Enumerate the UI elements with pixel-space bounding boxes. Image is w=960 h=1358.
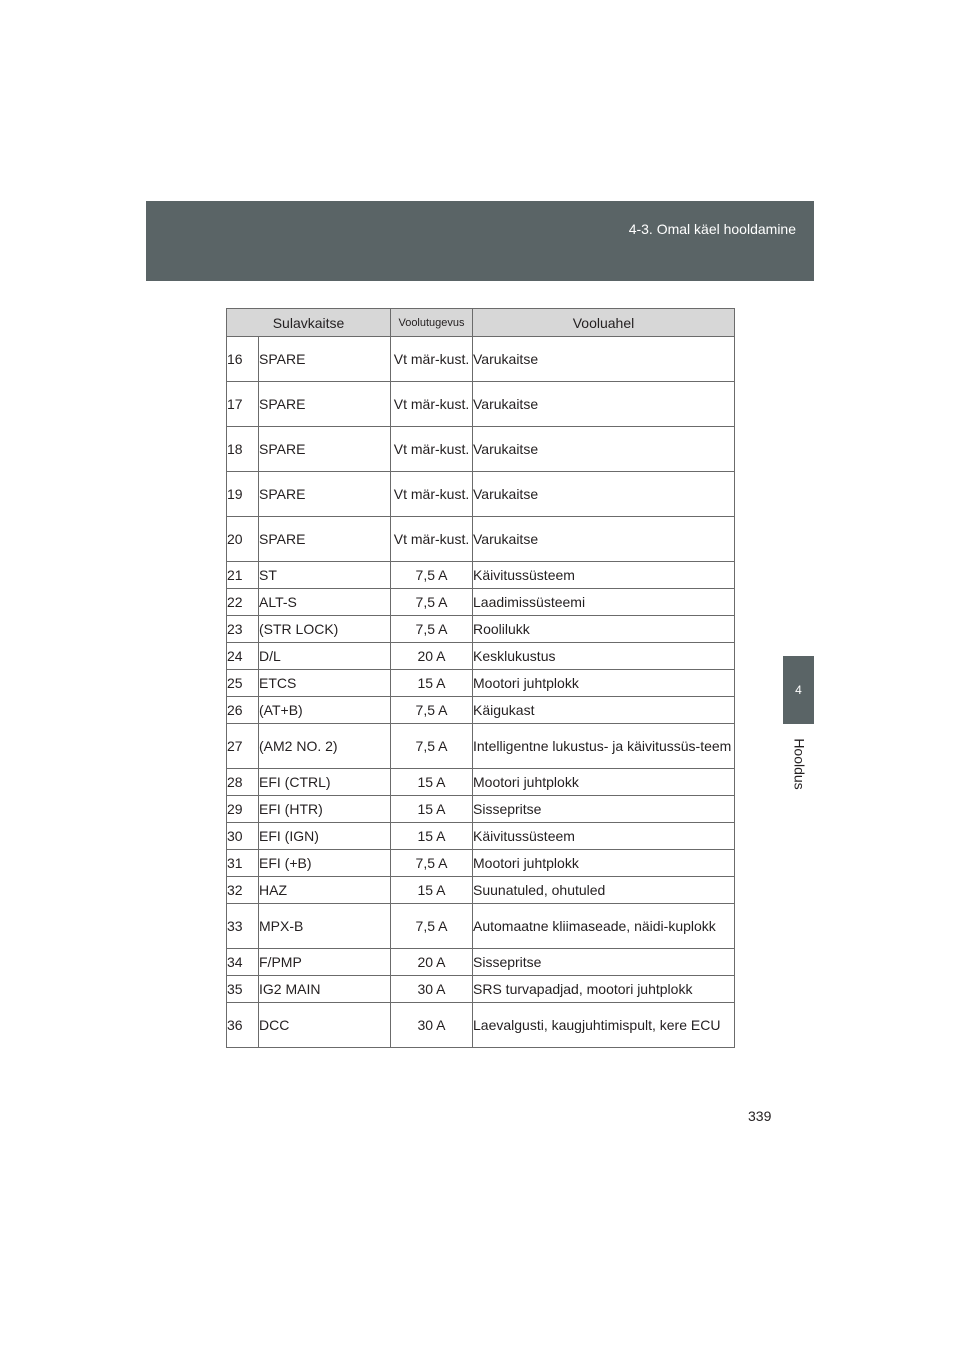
table-row xyxy=(227,337,735,382)
table-row xyxy=(227,589,735,616)
fuse-circuit: Varukaitse xyxy=(473,382,735,427)
table-row xyxy=(227,616,735,643)
chapter-tab xyxy=(783,656,814,724)
fuse-amperage: 7,5 A xyxy=(391,904,473,949)
fuse-number: 20 xyxy=(227,517,259,562)
fuse-amperage: 7,5 A xyxy=(391,724,473,769)
fuse-amperage: 15 A xyxy=(391,877,473,904)
section-header-band xyxy=(146,201,814,281)
table-row xyxy=(227,427,735,472)
fuse-name: SPARE xyxy=(259,517,391,562)
table-row xyxy=(227,697,735,724)
fuse-name: SPARE xyxy=(259,472,391,517)
fuse-number: 18 xyxy=(227,427,259,472)
fuse-circuit: Käivitussüsteem xyxy=(473,823,735,850)
fuse-number: 32 xyxy=(227,877,259,904)
fuse-amperage: 20 A xyxy=(391,949,473,976)
fuse-amperage: 7,5 A xyxy=(391,562,473,589)
fuse-number: 21 xyxy=(227,562,259,589)
fuse-amperage: 15 A xyxy=(391,796,473,823)
fuse-name: (AM2 NO. 2) xyxy=(259,724,391,769)
table-row xyxy=(227,643,735,670)
fuse-name: HAZ xyxy=(259,877,391,904)
table-row xyxy=(227,904,735,949)
table-row xyxy=(227,949,735,976)
fuse-name: SPARE xyxy=(259,427,391,472)
column-header-fuse: Sulavkaitse xyxy=(227,309,391,337)
table-row xyxy=(227,796,735,823)
chapter-number: 4 xyxy=(795,683,802,697)
fuse-table xyxy=(226,308,735,1048)
fuse-amperage: Vt mär-kust. xyxy=(391,427,473,472)
fuse-name: EFI (CTRL) xyxy=(259,769,391,796)
column-header-amperage: Voolutugevus xyxy=(391,309,473,337)
fuse-number: 30 xyxy=(227,823,259,850)
fuse-circuit: Mootori juhtplokk xyxy=(473,670,735,697)
fuse-circuit: Suunatuled, ohutuled xyxy=(473,877,735,904)
fuse-number: 23 xyxy=(227,616,259,643)
fuse-circuit: SRS turvapadjad, mootori juhtplokk xyxy=(473,976,735,1003)
fuse-circuit: Sissepritse xyxy=(473,949,735,976)
table-row xyxy=(227,670,735,697)
fuse-circuit: Mootori juhtplokk xyxy=(473,850,735,877)
table-row xyxy=(227,472,735,517)
fuse-number: 17 xyxy=(227,382,259,427)
fuse-number: 31 xyxy=(227,850,259,877)
table-row xyxy=(227,382,735,427)
fuse-number: 28 xyxy=(227,769,259,796)
fuse-circuit: Laevalgusti, kaugjuhtimispult, kere ECU xyxy=(473,1003,735,1048)
table-row xyxy=(227,823,735,850)
fuse-name: ALT-S xyxy=(259,589,391,616)
fuse-amperage: Vt mär-kust. xyxy=(391,517,473,562)
fuse-amperage: 20 A xyxy=(391,643,473,670)
fuse-amperage: 7,5 A xyxy=(391,697,473,724)
fuse-amperage: 30 A xyxy=(391,1003,473,1048)
table-row xyxy=(227,976,735,1003)
fuse-circuit: Mootori juhtplokk xyxy=(473,769,735,796)
fuse-amperage: 15 A xyxy=(391,670,473,697)
fuse-number: 25 xyxy=(227,670,259,697)
table-row xyxy=(227,769,735,796)
fuse-circuit: Käigukast xyxy=(473,697,735,724)
fuse-name: EFI (IGN) xyxy=(259,823,391,850)
fuse-number: 24 xyxy=(227,643,259,670)
fuse-circuit: Sissepritse xyxy=(473,796,735,823)
fuse-number: 34 xyxy=(227,949,259,976)
fuse-amperage: 7,5 A xyxy=(391,616,473,643)
fuse-amperage: 30 A xyxy=(391,976,473,1003)
fuse-circuit: Intelligentne lukustus- ja käivitussüs-teem xyxy=(473,724,735,769)
table-row xyxy=(227,850,735,877)
chapter-label: Hooldus xyxy=(792,738,808,790)
fuse-number: 19 xyxy=(227,472,259,517)
fuse-amperage: Vt mär-kust. xyxy=(391,382,473,427)
chapter-label-box xyxy=(760,734,840,794)
fuse-amperage: 7,5 A xyxy=(391,589,473,616)
table-header-row xyxy=(227,309,735,337)
fuse-name: EFI (HTR) xyxy=(259,796,391,823)
table-row xyxy=(227,517,735,562)
fuse-amperage: Vt mär-kust. xyxy=(391,472,473,517)
fuse-circuit: Varukaitse xyxy=(473,427,735,472)
fuse-circuit: Varukaitse xyxy=(473,517,735,562)
fuse-amperage: 7,5 A xyxy=(391,850,473,877)
fuse-number: 16 xyxy=(227,337,259,382)
fuse-amperage: 15 A xyxy=(391,823,473,850)
fuse-name: EFI (+B) xyxy=(259,850,391,877)
section-title: 4-3. Omal käel hooldamine xyxy=(628,221,796,237)
fuse-name: SPARE xyxy=(259,382,391,427)
fuse-number: 35 xyxy=(227,976,259,1003)
fuse-name: MPX-B xyxy=(259,904,391,949)
page-number: 339 xyxy=(748,1108,772,1124)
table-row xyxy=(227,877,735,904)
fuse-number: 22 xyxy=(227,589,259,616)
fuse-name: IG2 MAIN xyxy=(259,976,391,1003)
fuse-circuit: Varukaitse xyxy=(473,337,735,382)
fuse-name: (AT+B) xyxy=(259,697,391,724)
fuse-circuit: Varukaitse xyxy=(473,472,735,517)
fuse-number: 33 xyxy=(227,904,259,949)
fuse-amperage: Vt mär-kust. xyxy=(391,337,473,382)
fuse-name: SPARE xyxy=(259,337,391,382)
fuse-circuit: Käivitussüsteem xyxy=(473,562,735,589)
fuse-name: (STR LOCK) xyxy=(259,616,391,643)
fuse-name: F/PMP xyxy=(259,949,391,976)
fuse-amperage: 15 A xyxy=(391,769,473,796)
fuse-name: D/L xyxy=(259,643,391,670)
column-header-circuit: Vooluahel xyxy=(473,309,735,337)
fuse-circuit: Automaatne kliimaseade, näidi-kuplokk xyxy=(473,904,735,949)
fuse-circuit: Roolilukk xyxy=(473,616,735,643)
fuse-name: DCC xyxy=(259,1003,391,1048)
fuse-name: ST xyxy=(259,562,391,589)
fuse-number: 27 xyxy=(227,724,259,769)
fuse-circuit: Laadimissüsteemi xyxy=(473,589,735,616)
fuse-name: ETCS xyxy=(259,670,391,697)
fuse-circuit: Kesklukustus xyxy=(473,643,735,670)
table-row xyxy=(227,724,735,769)
fuse-number: 26 xyxy=(227,697,259,724)
fuse-number: 29 xyxy=(227,796,259,823)
table-row xyxy=(227,562,735,589)
table-row xyxy=(227,1003,735,1048)
fuse-number: 36 xyxy=(227,1003,259,1048)
